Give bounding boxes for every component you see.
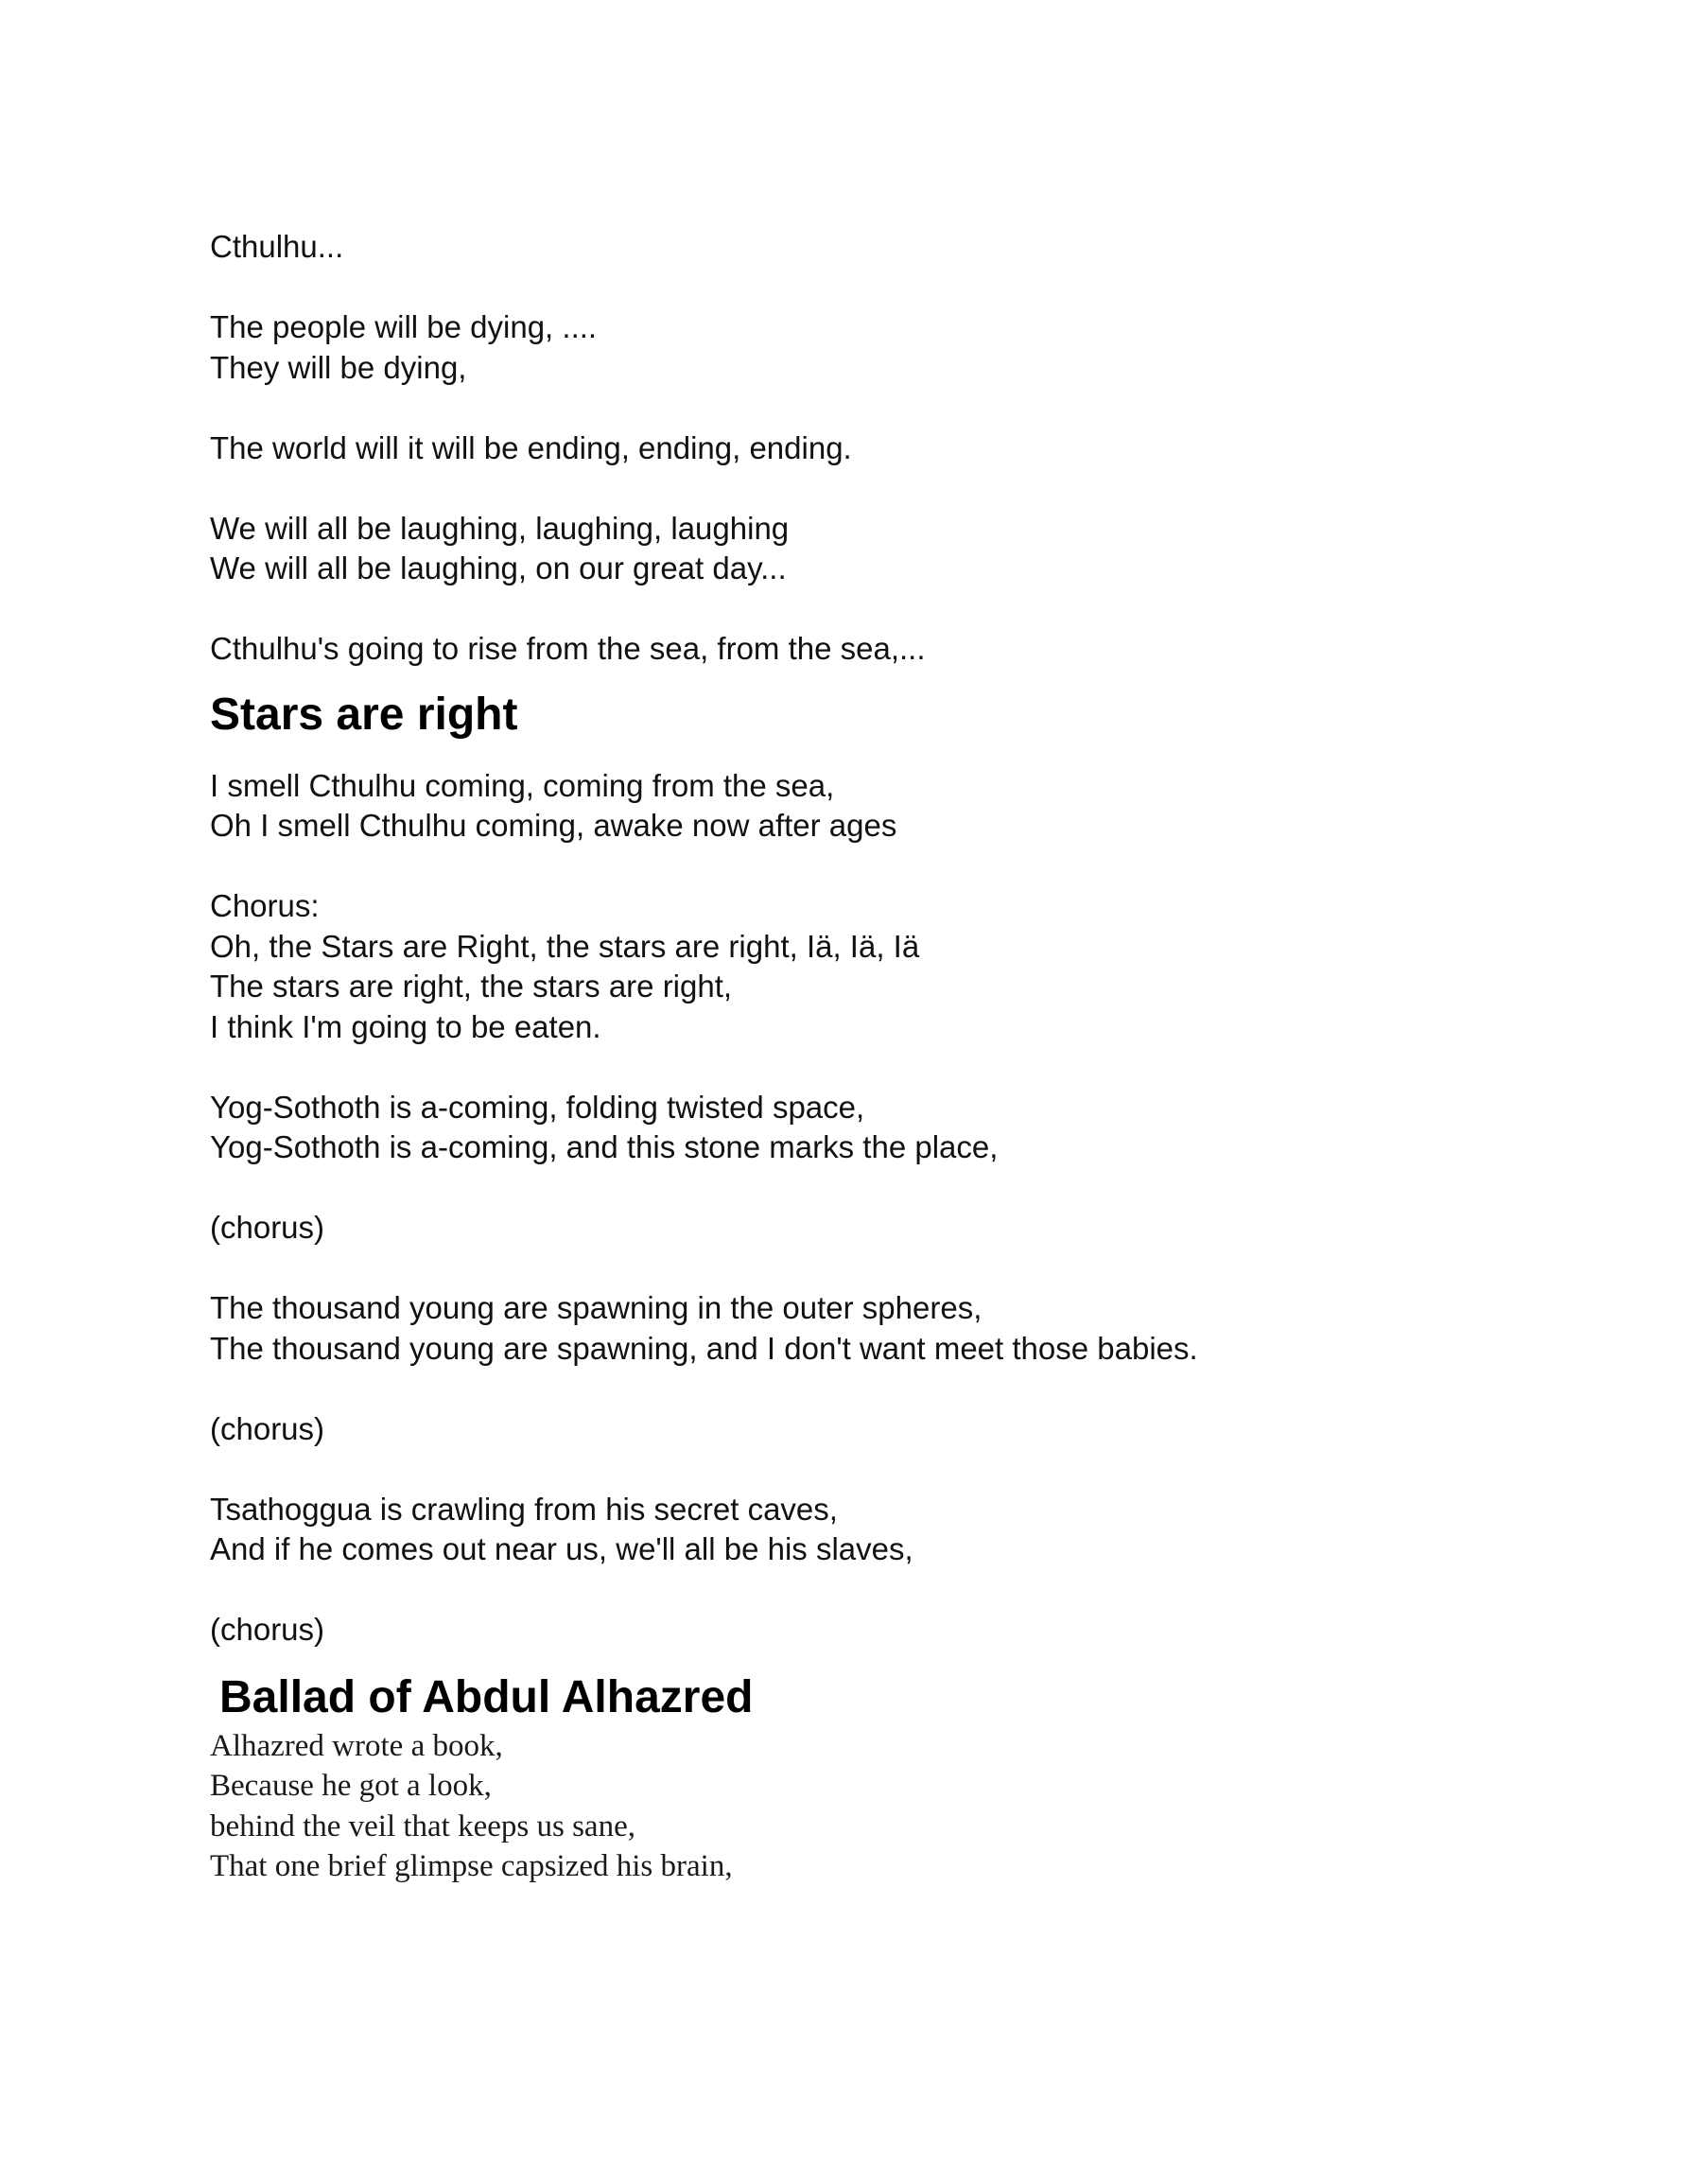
verse-line: Because he got a look,	[210, 1769, 492, 1803]
verse-line: behind the veil that keeps us sane,	[210, 1808, 635, 1843]
chorus-marker: (chorus)	[210, 1612, 325, 1647]
document-page	[210, 227, 1534, 1887]
verse-line: The world will it will be ending, ending, ending.	[210, 429, 852, 465]
intro-verses	[210, 227, 1534, 670]
chorus-marker: (chorus)	[210, 1410, 325, 1446]
blank-line	[210, 1168, 1534, 1209]
verse-line: Cthulhu...	[210, 229, 344, 264]
chorus-line: The stars are right, the stars are right,	[210, 969, 733, 1004]
verse-line: Yog-Sothoth is a-coming, and this stone marks the place,	[210, 1129, 999, 1164]
verse-line: The people will be dying, ....	[210, 309, 598, 344]
verse-line: Cthulhu's going to rise from the sea, from the sea,...	[210, 631, 926, 666]
blank-line	[210, 1449, 1534, 1490]
verse-line: Tsathoggua is crawling from his secret caves,	[210, 1491, 838, 1527]
blank-line	[210, 847, 1534, 887]
blank-line	[210, 589, 1534, 630]
blank-line	[210, 1249, 1534, 1289]
verse-line: Oh I smell Cthulhu coming, awake now after ages	[210, 808, 897, 843]
blank-line	[210, 1570, 1534, 1611]
verse-line: They will be dying,	[210, 349, 467, 385]
verse-line: The thousand young are spawning, and I don't want meet those babies.	[210, 1330, 1198, 1366]
song-title-stars-are-right: Stars are right	[210, 689, 518, 740]
blank-line	[210, 388, 1534, 428]
blank-line	[210, 1047, 1534, 1088]
verse-line: And if he comes out near us, we'll all be his slaves,	[210, 1531, 913, 1566]
song-title-ballad-of-abdul-alhazred: Ballad of Abdul Alhazred	[219, 1671, 754, 1722]
blank-line	[210, 468, 1534, 509]
verse-line: Yog-Sothoth is a-coming, folding twisted space,	[210, 1089, 865, 1125]
blank-line	[210, 268, 1534, 308]
blank-line	[210, 1369, 1534, 1409]
ballad-lyrics	[210, 1726, 1534, 1887]
verse-line: That one brief glimpse capsized his brain,	[210, 1849, 733, 1883]
stars-are-right-lyrics	[210, 766, 1534, 1651]
chorus-marker: (chorus)	[210, 1210, 325, 1245]
verse-line: The thousand young are spawning in the outer spheres,	[210, 1290, 983, 1325]
verse-line: We will all be laughing, laughing, laughing	[210, 510, 790, 546]
verse-line: I smell Cthulhu coming, coming from the sea,	[210, 767, 835, 803]
chorus-line: I think I'm going to be eaten.	[210, 1008, 601, 1044]
verse-line: Alhazred wrote a book,	[210, 1728, 503, 1763]
verse-line: We will all be laughing, on our great day...	[210, 550, 787, 585]
chorus-line: Oh, the Stars are Right, the stars are right, Iä, Iä, Iä	[210, 928, 920, 964]
chorus-label: Chorus:	[210, 888, 320, 923]
